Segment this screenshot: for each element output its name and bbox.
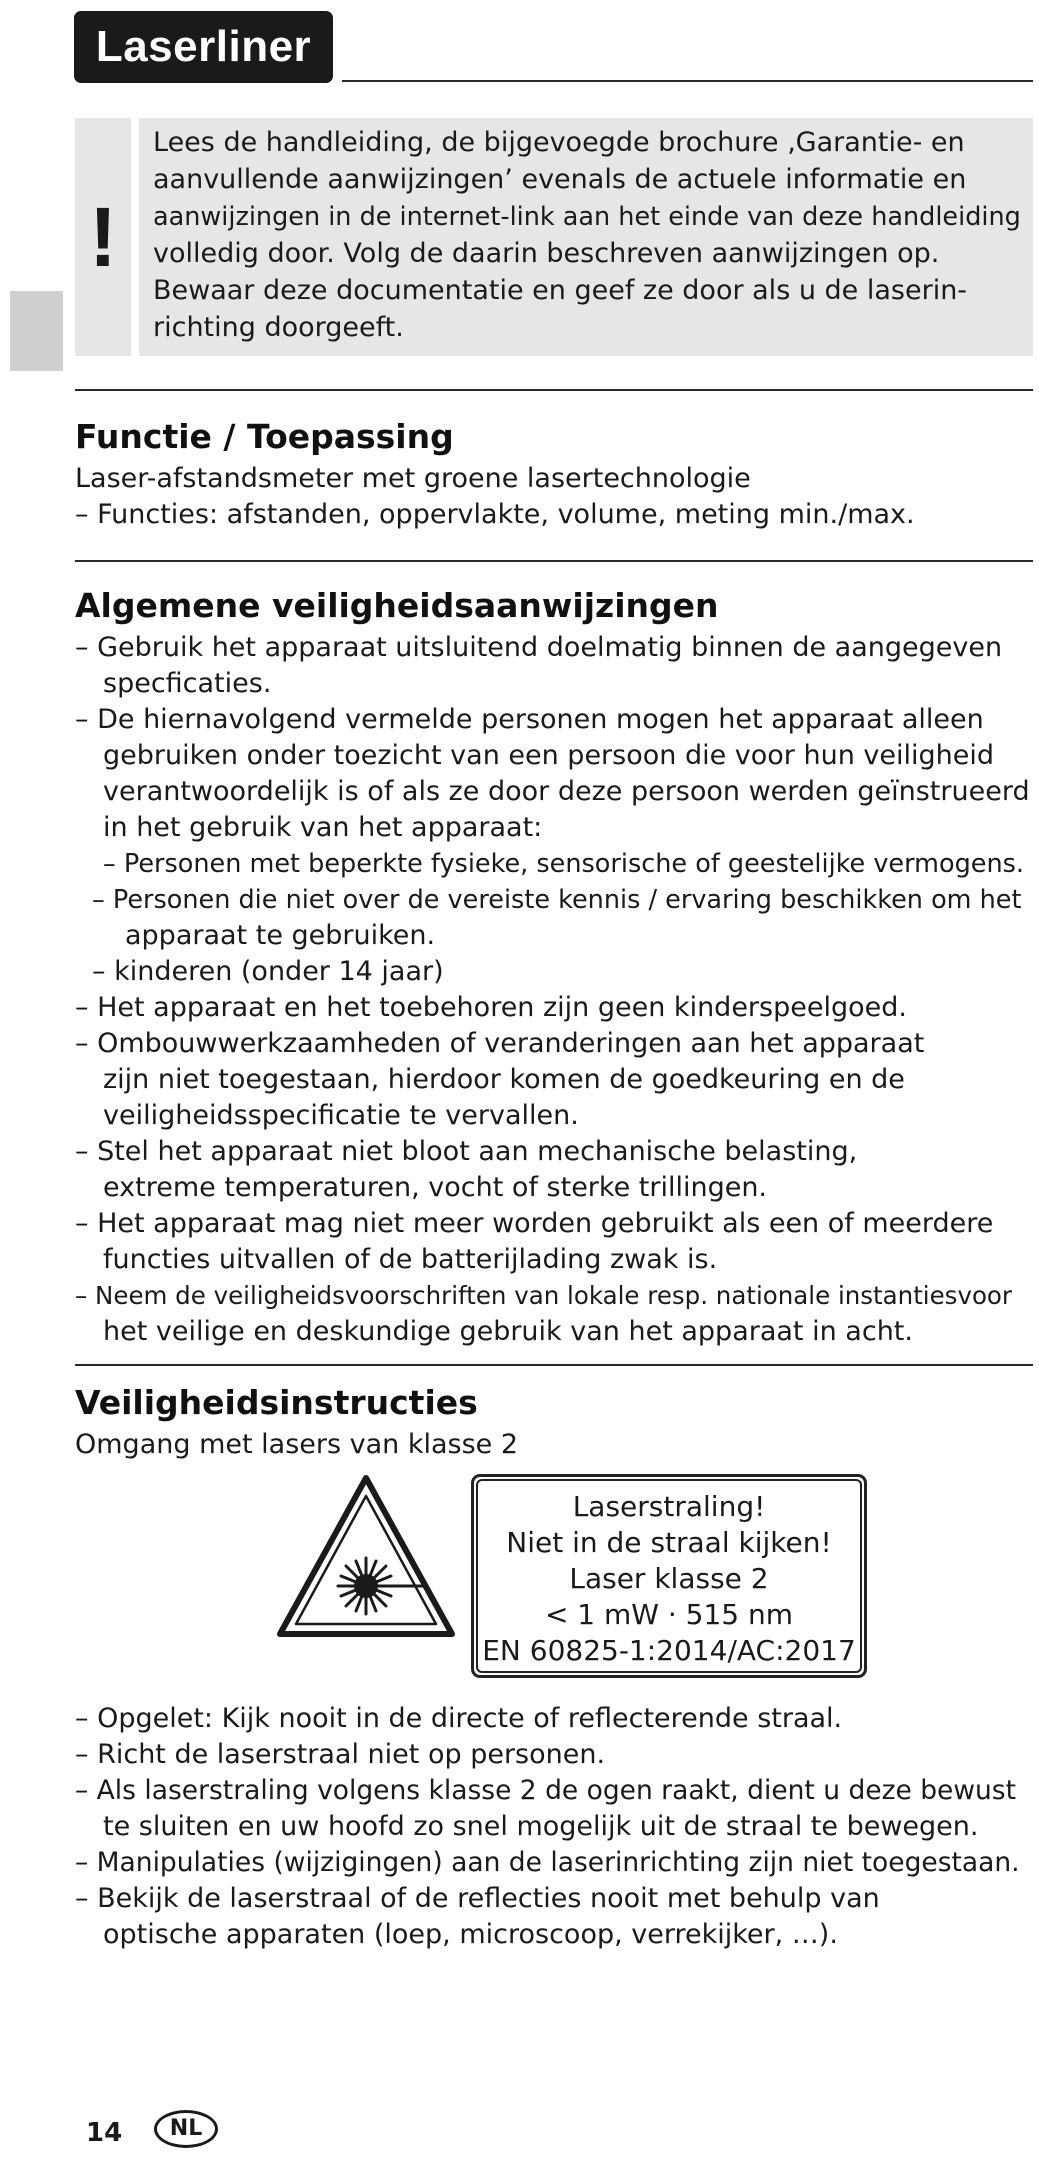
safety-line: specficaties. <box>103 668 272 699</box>
instruction-line: – Richt de laserstraal niet op personen. <box>75 1739 606 1770</box>
laser-label-line: Laserstraling! <box>572 1490 766 1523</box>
safety-instructions-heading: Veiligheidsinstructies <box>75 1383 478 1422</box>
safety-line: apparaat te gebruiken. <box>125 920 436 951</box>
safety-line: – kinderen (onder 14 jaar) <box>92 956 444 987</box>
safety-line: – Stel het apparaat niet bloot aan mechanische belasting, <box>75 1136 858 1167</box>
instruction-line: – Opgelet: Kijk nooit in de directe of reflecterende straal. <box>75 1703 843 1734</box>
safety-line: verantwoordelijk is of als ze door deze persoon werden geïnstrueerd <box>103 776 1030 807</box>
instruction-line: optische apparaten (loep, microscoop, verrekijker, …). <box>103 1919 838 1950</box>
safety-line: extreme temperaturen, vocht of sterke trillingen. <box>103 1172 768 1203</box>
function-line: Laser-afstandsmeter met groene lasertechnologie <box>75 463 751 494</box>
safety-instructions-subtitle: Omgang met lasers van klasse 2 <box>75 1429 519 1460</box>
instruction-line: – Als laserstraling volgens klasse 2 de ogen raakt, dient u deze bewust <box>75 1775 1017 1806</box>
safety-line: veiligheidsspecificatie te vervallen. <box>103 1100 579 1131</box>
general-safety-heading: Algemene veiligheidsaanwijzingen <box>75 586 719 625</box>
page-number: 14 <box>86 2118 123 2148</box>
safety-line: – Gebruik het apparaat uitsluitend doelmatig binnen de aangegeven <box>75 632 1003 663</box>
function-heading: Functie / Toepassing <box>75 417 454 456</box>
laser-label-line: Laser klasse 2 <box>569 1562 769 1595</box>
safety-line: in het gebruik van het apparaat: <box>103 812 543 843</box>
safety-line: – Het apparaat mag niet meer worden gebruikt als een of meerdere <box>75 1208 994 1239</box>
instruction-line: te sluiten en uw hoofd zo snel mogelijk uit de straal te bewegen. <box>103 1811 979 1842</box>
header-rule <box>342 80 1033 82</box>
function-line: – Functies: afstanden, oppervlakte, volume, meting min./max. <box>75 499 915 530</box>
laser-label-line: Niet in de straal kijken! <box>506 1526 832 1559</box>
instruction-line: – Manipulaties (wijzigingen) aan de laserinrichting zijn niet toegestaan. <box>75 1847 1020 1878</box>
instruction-line: – Bekijk de laserstraal of de reflecties nooit met behulp van <box>75 1883 880 1914</box>
section-rule <box>75 389 1033 391</box>
notice-line: Bewaar deze documentatie en geef ze door als u de laserin- <box>153 275 968 306</box>
notice-line: Lees de handleiding, de bijgevoegde brochure ‚Garantie- en <box>153 127 965 158</box>
section-rule <box>75 1364 1033 1366</box>
safety-line: – Ombouwwerkzaamheden of veranderingen aan het apparaat <box>75 1028 925 1059</box>
exclamation-icon: ! <box>89 190 117 284</box>
safety-line: – De hiernavolgend vermelde personen mogen het apparaat alleen <box>75 704 984 735</box>
safety-line: – Neem de veiligheidsvoorschriften van lokale resp. nationale instantiesvoor <box>75 1281 1012 1310</box>
notice-line: aanvullende aanwijzingen’ evenals de actuele informatie en <box>153 164 967 195</box>
laser-warning-icon <box>276 1474 456 1640</box>
notice-line: aanwijzingen in de internet-link aan het einde van deze handleiding <box>153 202 1021 232</box>
laserliner-logo: Laserliner <box>74 11 333 83</box>
safety-line: functies uitvallen of de batterijlading zwak is. <box>103 1244 718 1275</box>
notice-line: richting doorgeeft. <box>153 312 404 343</box>
safety-line: zijn niet toegestaan, hierdoor komen de goedkeuring en de <box>103 1064 905 1095</box>
safety-line: gebruiken onder toezicht van een persoon die voor hun veiligheid <box>103 740 994 771</box>
safety-line: – Het apparaat en het toebehoren zijn geen kinderspeelgoed. <box>75 992 907 1023</box>
safety-line: – Personen die niet over de vereiste kennis / ervaring beschikken om het <box>92 885 1022 915</box>
safety-line: het veilige en deskundige gebruik van het apparaat in acht. <box>103 1316 913 1347</box>
laser-label-line: EN 60825-1:2014/AC:2017 <box>482 1634 856 1667</box>
laser-label-line: < 1 mW · 515 nm <box>544 1598 794 1631</box>
language-badge: NL <box>154 2110 218 2148</box>
notice-line: volledig door. Volg de daarin beschreven aanwijzingen op. <box>153 238 940 269</box>
side-tab-marker <box>10 291 63 371</box>
section-rule <box>75 560 1033 562</box>
safety-line: – Personen met beperkte fysieke, sensorische of geestelijke vermogens. <box>103 849 1025 879</box>
